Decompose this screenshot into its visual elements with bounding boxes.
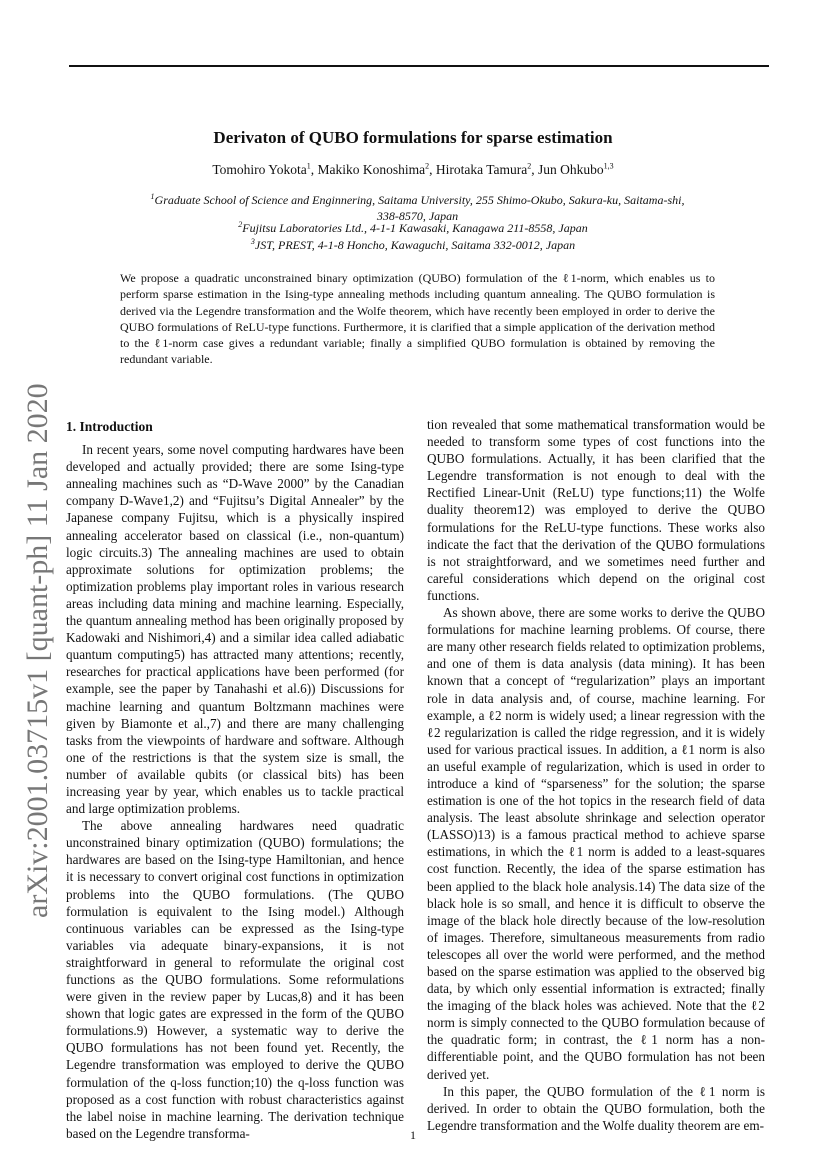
paper-title: Derivaton of QUBO formulations for sparse estimation [213, 128, 613, 147]
author: Tomohiro Yokota [212, 162, 307, 177]
author: Makiko Konoshima [317, 162, 426, 177]
right-column [427, 416, 765, 1134]
affiliation-2: $^2$Fujitsu Laboratories Ltd., 4-1-1 Kawasaki, Kanagawa 211-8558, Japan [238, 220, 588, 235]
paragraph: In recent years, some novel computing hardwares have been developed and actually provided; there are some Ising-type annealing machines such as “D-Wave 2000” by the Canadian company D-Wave1,2) and “Fujitsu’s Digital Annealer” by the Japanese company Fujitsu, which is a physically inspired annealing accelerator based on classical (i.e., non-quantum) logic circuits.3) The annealing machines are used to obtain approximate solutions for optimization problems; the optimization problems play important roles in various research areas including data mining and machine learning. Especially, the quantum annealing method has been originally proposed by Kadowaki and Nishimori,4) and a similar idea called adiabatic quantum computing5) has attracted many attentions; recently, researches for practical applications have been performed (for example, see the paper by Tanahashi et al.6)) Discussions for machine learning and quantum Boltzmann machines were given by Biamonte et al.,7) and there are many challenging tasks from the viewpoints of hardware and software. Although one of the restrictions is that the system size is small, the number of available qubits (or classical bits) has been increasing year by year, which enables us to tackle practical and large optimization problems. [66, 442, 404, 817]
top-rule [69, 65, 769, 67]
author: Jun Ohkubo [537, 162, 604, 177]
arxiv-watermark: arXiv:2001.03715v1 [quant-ph] 11 Jan 2020 [21, 383, 54, 918]
paragraph: In this paper, the QUBO formulation of the ℓ1 norm is derived. In order to obtain the QUBO formulation, both the Legendre transformation and the Wolfe duality theorem are em- [427, 1083, 765, 1133]
affiliation-1: $^1$Graduate School of Science and Enginnering, Saitama University, 255 Shimo-Okubo, Sakura-ku, Saitama-shi, 338-8570, Japan [150, 192, 685, 223]
author: Hirotaka Tamura [435, 162, 528, 177]
paragraph: tion revealed that some mathematical transformation would be needed to transform some types of cost functions into the QUBO formulations. Actually, it has been clarified that the Legendre transformation is not enough to deal with the Rectified Linear-Unit (ReLU) type functions;11) the Wolfe duality theorem12) was employed to derive the QUBO formulations for the ReLU-type functions. These works also indicate the fact that the derivation of the QUBO formulations is not straightforward, and we sometimes need further and careful considerations which depend on the original cost functions. [427, 417, 765, 603]
page-number: 1 [410, 1128, 416, 1142]
affiliation-3: $^3$JST, PREST, 4-1-8 Honcho, Kawaguchi, Saitama 332-0012, Japan [250, 237, 576, 252]
author-list: Tomohiro Yokota$^1$, Makiko Konoshima$^2$, Hirotaka Tamura$^2$, Jun Ohkubo$^{1,3}$ [212, 161, 614, 177]
paragraph: The above annealing hardwares need quadratic unconstrained binary optimization (QUBO) formulations; the hardwares are based on the Ising-type Hamiltonian, and hence it is necessary to convert original cost functions in optimization problems into the QUBO formulations. (The QUBO formulation is equivalent to the Ising model.) Although continuous variables can be expressed as the Ising-type variables via adequate binary-expansions, it is not straightforward in general to reformulate the original cost functions as the QUBO formulations. Some reformulations were given in the review paper by Lucas,8) and it has been shown that logic gates are expressed in the form of the QUBO formulations.9) However, a systematic way to derive the QUBO formulations has not been found yet. Recently, the Legendre transformation was employed to derive the QUBO formulation of the q-loss function;10) the q-loss function was proposed as a cost function with robust characteristics against the label noise in machine learning. The derivation technique based on the Legendre transforma- [66, 818, 404, 1141]
section-heading: 1. Introduction [66, 419, 153, 434]
paragraph: As shown above, there are some works to derive the QUBO formulations for machine learning problems. Of course, there are many other research fields related to optimization problems, and one of them is data analysis (data mining). It has been known that a concept of “regularization” plays an important role in data analysis and, of course, machine learning. For example, a ℓ2 norm is widely used; a linear regression with the ℓ2 regularization is called the ridge regression, and it is widely used for various practical issues. In addition, a ℓ1 norm is also an useful example of regularization, which is used in order to introduce a kind of “sparseness” for the solution; the sparse estimation is one of the hot topics in the research field of data analysis. The least absolute shrinkage and selection operator (LASSO)13) is a famous practical method to achieve sparse estimations, in which the ℓ1 norm is added to a least-squares cost function. Recently, the idea of the sparse estimation has been applied to the black hole analysis.14) The data size of the black hole is so small, and hence it is difficult to observe the image of the black hole directly because of the low-resolution of images. Therefore, simultaneous measurements from radio telescopes all over the world were performed, and the method based on the sparse estimation was applied to the observed big data, by which only essential information is extracted; finally the imaging of the black holes was achieved. Note that the ℓ2 norm is simply connected to the QUBO formulation because of the quadratic form; in contrast, the ℓ1 norm has a non-differentiable point, and the QUBO formulation has not been derived yet. [427, 605, 765, 1082]
left-column [66, 418, 404, 1142]
abstract: We propose a quadratic unconstrained binary optimization (QUBO) formulation of the ℓ1-norm, which enables us to perform sparse estimation in the Ising-type annealing methods including quantum annealing. The QUBO formulation is derived via the Legendre transformation and the Wolfe theorem, which have recently been employed in order to derive the QUBO formulations of ReLU-type functions. Furthermore, it is clarified that a simple application of the derivation method to the ℓ1-norm case gives a redundant variable; finally a simplified QUBO formulation is obtained by removing the redundant variable. [120, 271, 715, 367]
